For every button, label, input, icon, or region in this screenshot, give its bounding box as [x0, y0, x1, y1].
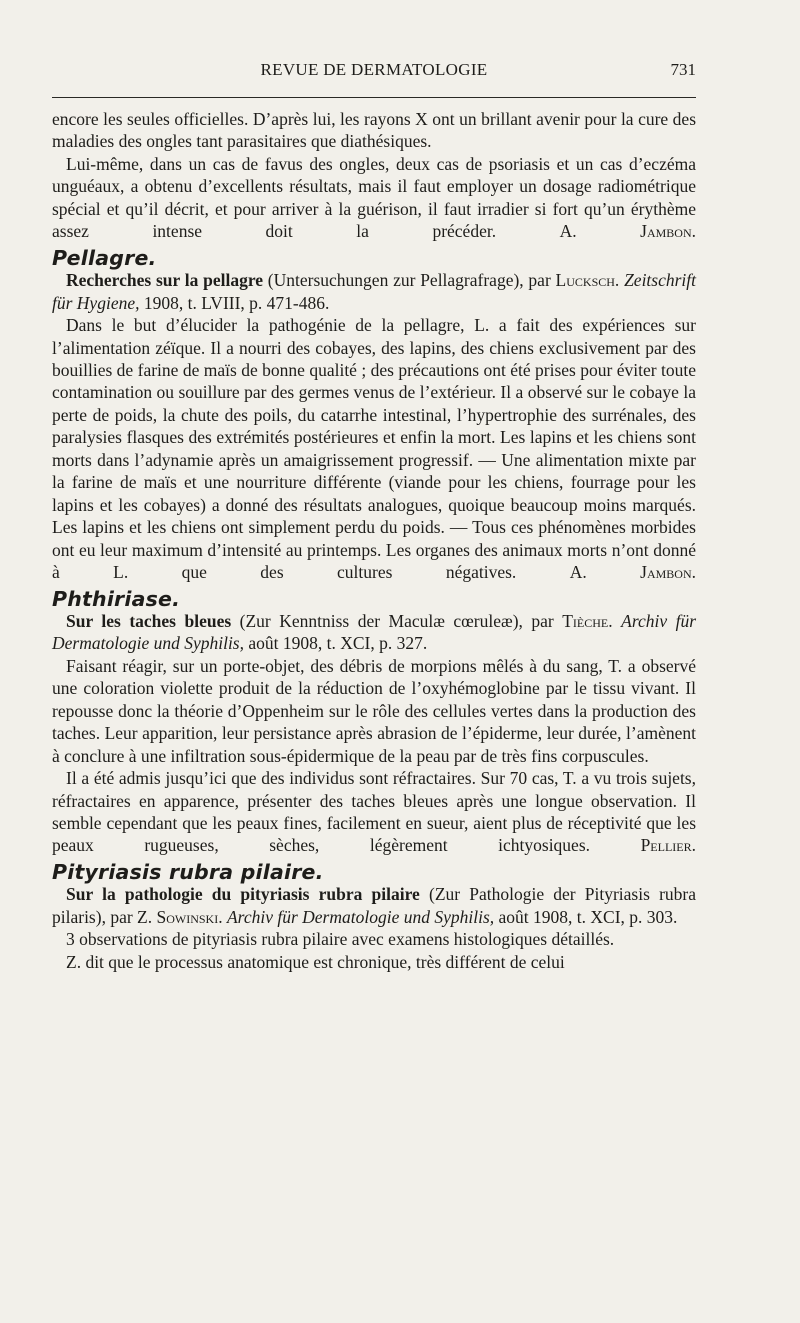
signature: A. Jambon.	[559, 221, 697, 242]
reference-details: août 1908, t. XCI, p. 303.	[498, 906, 678, 927]
section-heading: Pellagre.	[52, 245, 157, 270]
reference-journal: Zeitschrift für Hygiene,	[52, 270, 697, 313]
paragraph	[52, 153, 696, 243]
reference-author: Lucksch.	[555, 270, 620, 291]
reference-text: (Zur Kenntniss der Maculæ cœruleæ), par	[231, 610, 554, 631]
reference-author: Sowinski.	[156, 906, 223, 927]
section-heading: Phthiriase.	[52, 586, 181, 611]
page-number: 731	[670, 60, 696, 79]
signature: A. Jambon.	[569, 562, 696, 583]
paragraph: Z. dit que le processus anatomique est chronique, très différent de celui	[66, 951, 565, 972]
article-body	[52, 108, 696, 973]
reference	[52, 883, 696, 928]
reference-details: août 1908, t. XCI, p. 327.	[248, 633, 428, 654]
paragraph: Faisant réagir, sur un porte-objet, des débris de morpions mêlés à du sang, T. a observé une coloration violette produit de la réduction de l’oxyhémoglobine par le tissu vivant. Il repousse donc la théorie d’Oppenheim sur le rôle des cellules vertes dans la production des taches. Leur apparition, leur persistance après abrasion de l’épiderme, leur durée, l’amènent à conclure à une infiltration sous-épidermique de la peau par de très fins corpuscules.	[52, 655, 696, 766]
paragraph-text: Lui-même, dans un cas de favus des ongles, deux cas de psoriasis et un cas d’eczéma unguéaux, a obtenu d’excellents résultats, mais il faut employer un dosage radiométrique spécial et qu’il décrit, et pour arriver à la guérison, il faut irradier si fort qu’un érythème assez intense doit la précéder.	[52, 153, 696, 242]
reference-title: Sur la pathologie du pityriasis rubra pilaire	[66, 884, 420, 905]
reference-title: Sur les taches bleues	[66, 610, 232, 631]
paragraph-text: Dans le but d’élucider la pathogénie de la pellagre, L. a fait des expériences sur l’alimentation zéïque. Il a nourri des cobayes, des lapins, des chiens exclusivement par des bouillies de farine de maïs de bonne qualité ; des précautions ont été prises pour éviter toute contamination ou souillure par des germes venus de l’extérieur. Il a observé sur le cobaye la perte de poids, la chute des poils, du catarrhe intestinal, l’hypertrophie des surrénales, des paralysies flasques des extrémités postérieures et enfin la mort. Les lapins et les chiens sont morts dans l’adynamie après un amaigrissement progressif. — Une alimentation mixte par la farine de maïs et une nourriture différente (viande pour les chiens, fourrage pour les lapins et les cobayes) a donné des résultats analogues, quoique beaucoup moins marqués. Les lapins et les chiens ont simplement perdu du poids. — Tous ces phénomènes morbides ont eu leur maximum d’intensité au printemps. Les organes des animaux morts n’ont donné à L. que des cultures négatives.	[52, 315, 696, 583]
reference-details: 1908, t. LVIII, p. 471-486.	[143, 292, 330, 313]
paragraph-text: Il a été admis jusqu’ici que des individus sont réfractaires. Sur 70 cas, T. a vu trois sujets, réfractaires en apparence, présenter des taches bleues après une longue observation. Il semble cependant que les peaux fines, facilement en sueur, aient plus de réceptivité que les peaux rugueuses, sèches, légèrement ichtyosiques.	[52, 768, 696, 856]
reference-journal: Archiv für Dermatologie und Syphilis,	[52, 610, 697, 654]
reference	[52, 610, 696, 655]
section-heading: Pityriasis rubra pilaire.	[52, 859, 324, 884]
reference-author: Tièche.	[562, 610, 613, 631]
signature: Pellier.	[640, 835, 697, 856]
reference-text: (Zur Pathologie der Pityriasis rubra pilaris), par Z.	[52, 884, 696, 927]
reference-title: Recherches sur la pellagre	[66, 270, 264, 291]
header-rule	[52, 97, 696, 98]
paragraph	[52, 314, 696, 583]
paragraph: encore les seules officielles. D’après lui, les rayons X ont un brillant avenir pour la cure des maladies des ongles tant parasitaires que diathésiques.	[52, 109, 696, 152]
paragraph	[52, 767, 696, 857]
reference-journal: Archiv für Dermatologie und Syphilis,	[226, 906, 495, 927]
paragraph: 3 observations de pityriasis rubra pilaire avec examens histologiques détaillés.	[66, 929, 615, 950]
reference-text: (Untersuchungen zur Pellagrafrage), par	[263, 270, 551, 291]
reference	[52, 269, 696, 314]
page-header	[52, 60, 696, 84]
running-title: REVUE DE DERMATOLOGIE	[260, 60, 488, 79]
